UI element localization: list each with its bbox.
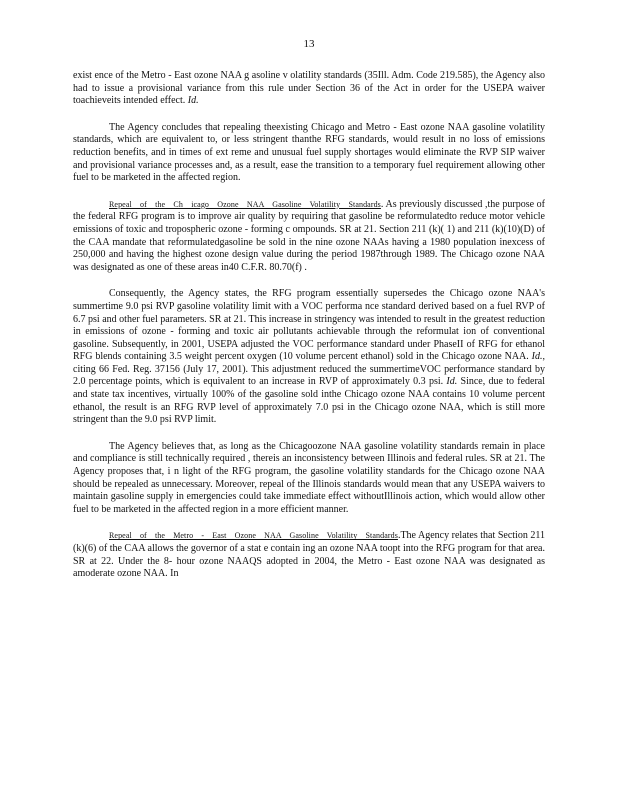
paragraph-3 — [73, 199, 545, 275]
paragraph-1 — [73, 70, 545, 108]
section-heading-metro-east-repeal: Repeal of the Metro - East Ozone NAA Gasoline Volatility Standards — [109, 531, 398, 541]
citation-id: Id. — [531, 351, 543, 363]
paragraph-text-continued: , citing 66 Fed. Reg. 37156 (July 17, 2001). This adjustment reduced the summertimeVOC performance standard by 2.0 percentage points, which is equivalent to an increase in RVP of approximately 0.3 psi. — [73, 351, 545, 388]
document-body — [73, 70, 545, 595]
paragraph-text-end: Since, due to federal and state tax incentives, virtually 100% of the gasoline sold inthe Chicago ozone NAA contains 10 volume percent ethanol, the result is an RFG RVP level of approximately 7.0 psi in the Chicago ozone NAA, which is still more stringent than the 9.0 psi RVP limit. — [73, 376, 546, 426]
page-number: 13 — [303, 38, 315, 50]
paragraph-2 — [73, 122, 545, 185]
paragraph-text: . As previously discussed ,the purpose of the federal RFG program is to improve air quality by requiring that gasoline be reformulatedto reduce motor vehicle emissions of toxic and tropospheric ozone - forming c ompounds. SR at 21. Section 211 (k)( 1) and 211 (k)(10)(D) of the CAA mandate that reformulatedgasoline be sold in the nine ozone NAAs having a 1980 population inexcess of 250,000 and having the highest ozone design value during the period 1987through 1989. The Chicago ozone NAA was designated as one of these areas in40 C.F.R. 80.70(f) . — [73, 198, 545, 273]
paragraph-5 — [73, 441, 545, 517]
paragraph-text: .The Agency relates that Section 211 (k)(6) of the CAA allows the governor of a stat e contain ing an ozone NAA toopt into the RFG program for that area. SR at 22. Under the 8- hour ozone NAAQS adopted in 2004, the Metro - East ozone NAA was designated as amoderate ozone NAA. In — [73, 530, 545, 580]
paragraph-6 — [73, 530, 545, 580]
paragraph-text: exist ence of the Metro - East ozone NAA g asoline v olatility standards (35Ill. Adm. Code 219.585), the Agency also had to issue a provisional variance from this rule under Section 36 of the Act in order for the USEPA waiver toachieveits intended effect. — [73, 70, 545, 107]
paragraph-text: Consequently, the Agency states, the RFG program essentially supersedes the Chicago ozone NAA's summertime 9.0 psi RVP gasoline volatility limit with a VOC performa nce standard derived based on a fuel RVP of 6.7 psi and other fuel parameters. SR at 21. This increase in stringency was intended to result in the greatest reduction in emissions of ozone - forming and toxic air pollutants achievable through the reformulat ion of conventional gasoline. Subsequently, in 2001, USEPA adjusted the VOC performance standard under PhaseII of RFG for ethanol RFG blends containing 3.5 weight percent oxygen (10 volume percent ethanol) sold in the Chicago ozone NAA. — [73, 288, 545, 363]
citation-id: Id. — [446, 376, 458, 388]
citation-id: Id. — [187, 95, 199, 107]
paragraph-4 — [73, 288, 545, 427]
paragraph-text: The Agency concludes that repealing theexisting Chicago and Metro - East ozone NAA gasoline volatility standards, which are equivalent to, or less stringent thanthe RFG standards, would result in no loss of emissions reduction benefits, and in times of ext reme and unusual fuel supply shortages would eliminate the RVP SIP waiver and provisional variance processes and, as a result, ease the transition to a temporary fuel requirement allowing other fuel to be marketed in the affected region. — [73, 121, 545, 184]
section-heading-chicago-repeal: Repeal of the Ch icago Ozone NAA Gasoline Volatility Standards — [109, 199, 381, 209]
paragraph-text: The Agency believes that, as long as the Chicagoozone NAA gasoline volatility standards remain in place and compliance is still technically required , thereis an inconsistency between Illinois and federal rules. SR at 21. The Agency proposes that, i n light of the RFG program, the gasoline volatility standards for the Chicago ozone NAA should be repealed as unnecessary. Moreover, repeal of the Illinois standards would mean that any USEPA waivers to maintain gasoline supply in emergencies could take immediate effect withoutIllinois action, which would allow other fuel to be marketed in the affected region in a more efficient manner. — [73, 440, 545, 515]
